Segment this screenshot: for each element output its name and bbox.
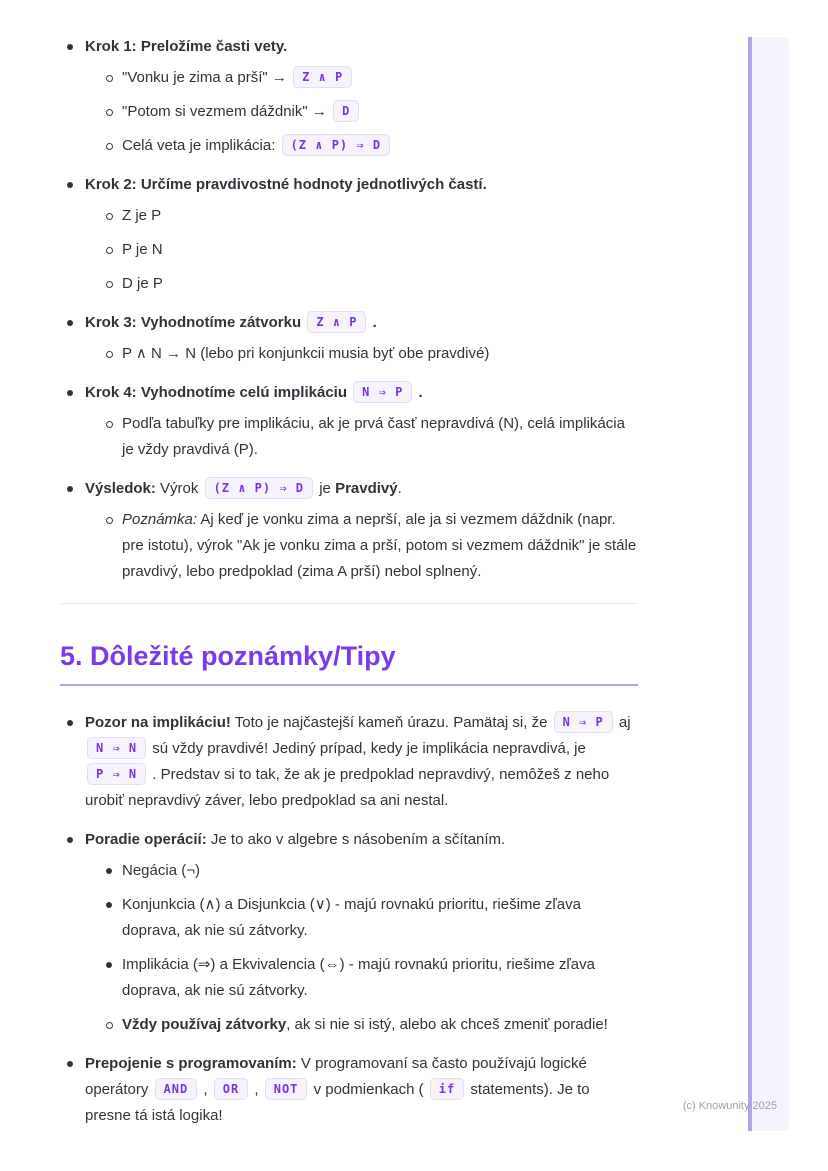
list-item [60, 172, 638, 198]
list-item [105, 271, 638, 297]
sub-list [60, 65, 638, 159]
tips-list [60, 710, 638, 1129]
text-run: Krok 1: Preložíme časti vety. [85, 38, 288, 55]
list-item [105, 858, 638, 884]
list-item-text [85, 34, 638, 60]
list-item-text [85, 827, 638, 853]
logic-code-badge: N ⇒ P [353, 381, 412, 403]
sub-list [60, 341, 638, 367]
list-block [60, 476, 638, 585]
text-run: v podmienkach ( [309, 1081, 428, 1098]
bullet-disc-icon [67, 720, 73, 726]
list-item [60, 380, 638, 406]
list-item-text [122, 65, 638, 91]
section-divider [60, 603, 638, 604]
list-item-text [85, 476, 638, 502]
text-run: Krok 3: Vyhodnotíme zátvorku [85, 314, 306, 331]
logic-code-badge: N ⇒ P [554, 711, 613, 733]
bullet-circle-icon [106, 1022, 113, 1029]
bullet-circle-icon [106, 213, 113, 220]
bullet-disc-icon [106, 902, 112, 908]
text-run: Výsledok: [85, 480, 156, 497]
list-item-text [122, 411, 638, 463]
section-heading-tips: 5. Dôležité poznámky/Tipy [60, 640, 638, 686]
text-run: Toto je najčastejší kameň úrazu. Pamätaj si, že [230, 714, 552, 731]
bullet-disc-icon [67, 44, 73, 50]
text-run: . Predstav si to tak, že ak je predpoklad nepravdivý, nemôžeš z neho urobiť nepravdivý záver, lebo predpoklad sa ani nestal. [85, 766, 610, 809]
text-run: , ak si nie si istý, alebo ak chceš zmeniť poradie! [286, 1016, 608, 1033]
bullet-circle-icon [106, 75, 113, 82]
bullet-circle-icon [106, 517, 113, 524]
text-run: aj [614, 714, 631, 731]
list-block [60, 172, 638, 297]
scroll-panel [752, 37, 789, 1131]
list-item-text [85, 380, 638, 406]
text-run: Pravdivý [335, 480, 398, 497]
text-run: Krok 2: Určíme pravdivostné hodnoty jednotlivých častí. [85, 176, 487, 193]
list-item-text [122, 1012, 638, 1038]
list-item-text [122, 133, 638, 159]
logic-code-badge: D [333, 100, 359, 122]
list-item-text [122, 271, 638, 297]
list-item-text [122, 203, 638, 229]
text-run: "Vonku je zima a prší" → [122, 69, 292, 86]
bullet-disc-icon [67, 1061, 73, 1067]
list-item [105, 65, 638, 91]
text-run: Negácia (¬) [122, 862, 200, 879]
list-item-text [85, 172, 638, 198]
list-item [60, 1051, 638, 1129]
list-item [105, 1012, 638, 1038]
bullet-circle-icon [106, 109, 113, 116]
list-block [60, 34, 638, 159]
logic-code-badge: (Z ∧ P) ⇒ D [205, 477, 313, 499]
list-item-text [85, 1051, 638, 1129]
text-run: Celá veta je implikácia: [122, 137, 280, 154]
list-item [105, 507, 638, 585]
list-block [60, 827, 638, 1038]
text-run: Výrok [155, 480, 203, 497]
logic-code-badge: NOT [265, 1078, 308, 1100]
bullet-circle-icon [106, 421, 113, 428]
list-item-text [122, 858, 638, 884]
text-run: , [199, 1081, 212, 1098]
content-column [60, 34, 638, 1142]
list-item [105, 133, 638, 159]
bullet-disc-icon [106, 868, 112, 874]
list-item-text [122, 952, 638, 1004]
text-run: Vždy používaj zátvorky [122, 1016, 287, 1033]
list-item [105, 952, 638, 1004]
list-item-text [122, 892, 638, 944]
bullet-disc-icon [67, 320, 73, 326]
text-run: Prepojenie s programovaním: [85, 1055, 297, 1072]
text-run: Krok 4: Vyhodnotíme celú implikáciu [85, 384, 352, 401]
list-item-text [122, 99, 638, 125]
list-item [105, 892, 638, 944]
bullet-disc-icon [106, 962, 112, 968]
list-item-text [85, 710, 638, 814]
logic-code-badge: (Z ∧ P) ⇒ D [282, 134, 390, 156]
list-item [105, 237, 638, 263]
list-item-text [122, 341, 638, 367]
list-block [60, 380, 638, 463]
text-run: Z je P [122, 207, 162, 224]
list-block [60, 1051, 638, 1129]
logic-code-badge: OR [214, 1078, 248, 1100]
page-footer-copyright: (c) Knowunity 2025 [682, 1100, 777, 1112]
list-item-text [122, 237, 638, 263]
bullet-circle-icon [106, 247, 113, 254]
text-run: Aj keď je vonku zima a neprší, ale ja si vezmem dáždnik (napr. pre istotu), výrok "Ak je vonku zima a prší, potom si vezmem dáždnik" je stále pravdivý, lebo predpoklad (zima A prší) nebol splnený. [122, 511, 637, 580]
sub-list [60, 203, 638, 297]
text-run: Implikácia (⇒) a Ekvivalencia (⇔) - majú rovnakú prioritu, riešime zľava doprava, ak nie sú zátvorky. [122, 956, 595, 999]
list-item [60, 34, 638, 60]
logic-code-badge: Z ∧ P [293, 66, 352, 88]
sub-list [60, 858, 638, 1038]
list-item-text [122, 507, 638, 585]
sub-list [60, 507, 638, 585]
text-run: . [368, 314, 377, 331]
bullet-circle-icon [106, 143, 113, 150]
text-run: sú vždy pravdivé! Jediný prípad, kedy je implikácia nepravdivá, je [148, 740, 586, 757]
logic-code-badge: if [430, 1078, 464, 1100]
text-run: Poznámka: [122, 511, 198, 528]
sub-list [60, 411, 638, 463]
text-run: Je to ako v algebre s násobením a sčítaním. [206, 831, 506, 848]
text-run: P je N [122, 241, 163, 258]
text-run: Podľa tabuľky pre implikáciu, ak je prvá časť nepravdivá (N), celá implikácia je vždy pravdivá (P). [122, 415, 625, 458]
bullet-circle-icon [106, 351, 113, 358]
list-item [60, 310, 638, 336]
text-run: statements). Je to presne tá istá logika! [85, 1081, 590, 1124]
logic-code-badge: P ⇒ N [87, 763, 146, 785]
text-run: V programovaní sa často používajú logické operátory [85, 1055, 587, 1098]
text-run: . [397, 480, 402, 497]
logic-code-badge: AND [155, 1078, 198, 1100]
list-item [105, 411, 638, 463]
logic-code-badge: Z ∧ P [307, 311, 366, 333]
text-run: , [250, 1081, 263, 1098]
bullet-disc-icon [67, 390, 73, 396]
scrollbar-thumb[interactable] [748, 37, 752, 1131]
steps-list [60, 34, 638, 585]
list-item [60, 710, 638, 814]
list-block [60, 310, 638, 367]
text-run: Poradie operácií: [85, 831, 207, 848]
text-run: Konjunkcia (∧) a Disjunkcia (∨) - majú rovnakú prioritu, riešime zľava doprava, ak nie sú zátvorky. [122, 896, 581, 939]
bullet-circle-icon [106, 281, 113, 288]
text-run: . [414, 384, 423, 401]
list-item [105, 341, 638, 367]
text-run: P ∧ N → N (lebo pri konjunkcii musia byť obe pravdivé) [122, 345, 490, 362]
text-run: Pozor na implikáciu! [85, 714, 231, 731]
list-item [60, 476, 638, 502]
logic-code-badge: N ⇒ N [87, 737, 146, 759]
list-item [105, 203, 638, 229]
list-item-text [85, 310, 638, 336]
list-item [60, 827, 638, 853]
text-run: D je P [122, 275, 163, 292]
text-run: je [315, 480, 336, 497]
bullet-disc-icon [67, 182, 73, 188]
list-block [60, 710, 638, 814]
list-item [105, 99, 638, 125]
bullet-disc-icon [67, 837, 73, 843]
text-run: "Potom si vezmem dáždnik" → [122, 103, 332, 120]
bullet-disc-icon [67, 486, 73, 492]
